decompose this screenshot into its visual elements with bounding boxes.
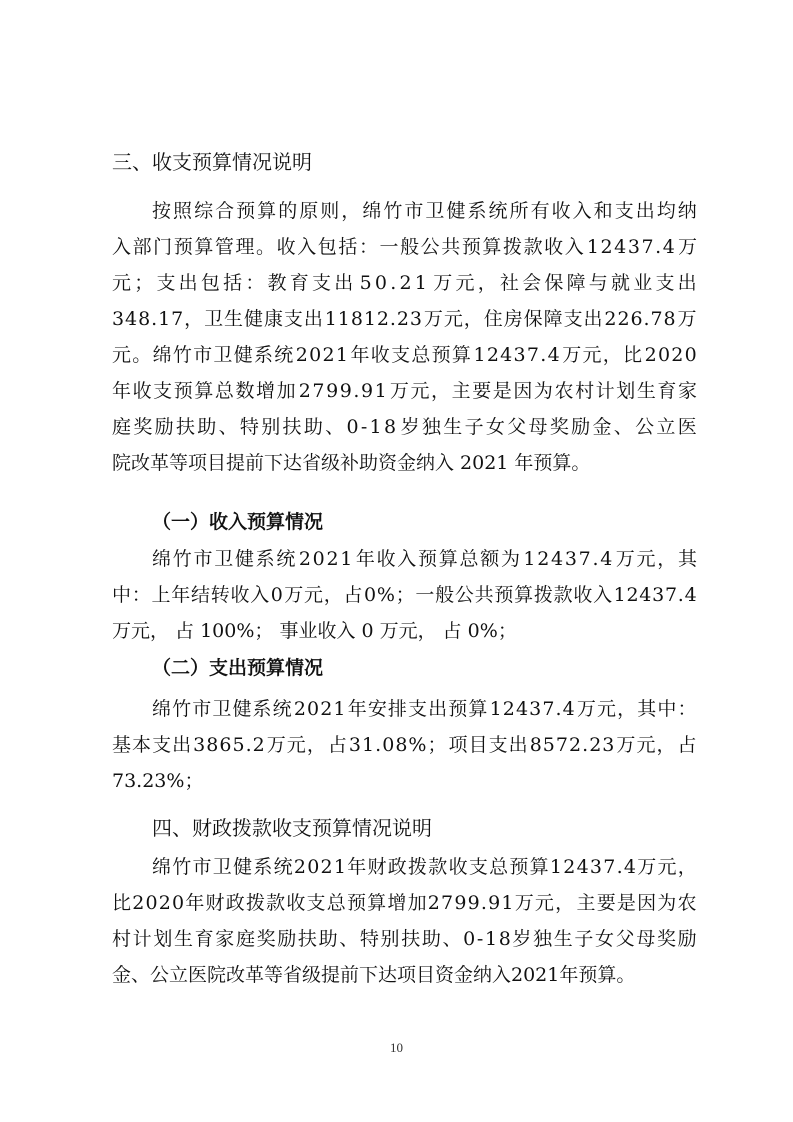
income-budget-heading: （一）收入预算情况 [152,511,324,533]
section3-heading: 三、收支预算情况说明 [112,150,312,174]
section3-intro-paragraph [112,193,697,481]
paragraph-line: 按 照 综 合 预 算 的 原 则 ， 绵 竹 市 卫 健 系 统 所 有 收 入 和 支 出 均 纳 [152,200,697,222]
paragraph-line: 年 收 支 预 算 总 数 增 加 2 7 9 9 . 9 1 万 元 ， 主 要 是 因 为 农 村 计 划 生 育 家 [112,380,697,402]
expense-budget-heading: （二）支出预算情况 [152,657,324,679]
page-number: 10 [390,1040,403,1055]
paragraph-line: 万元， 占 100%； 事业收入 0 万元， 占 0%； [112,620,517,642]
paragraph-line: 绵 竹 市 卫 健 系 统 2 0 2 1 年 收 入 预 算 总 额 为 1 2 4 3 7 . 4 万 元 ， 其 [152,548,697,570]
paragraph-line: 3 4 8 . 1 7 ， 卫 生 健 康 支 出 1 1 8 1 2 . 2 3 万 元 ， 住 房 保 障 支 出 2 2 6 . 7 8 万 [112,308,697,330]
paragraph-line: 中 ： 上 年 结 转 收 入 0 万 元 ， 占 0 % ； 一 般 公 共 预 算 拨 款 收 入 1 2 4 3 7 . 4 [112,584,697,606]
section4-heading: 四、财政拨款收支预算情况说明 [152,816,432,840]
income-budget-heading-block [112,504,697,540]
paragraph-line: 元 。 绵 竹 市 卫 健 系 统 2 0 2 1 年 收 支 总 预 算 1 2 4 3 7 . 4 万 元 ， 比 2 0 2 0 [112,344,697,366]
section4-heading-block [112,810,697,846]
section3-heading-block [112,144,697,180]
section4-paragraph [112,849,697,993]
paragraph-line: 金、公立医院改革等省级提前下达项目资金纳入2021年预算。 [112,964,636,986]
expense-budget-heading-block [112,650,697,686]
income-budget-paragraph [112,541,697,649]
paragraph-line: 比 2 0 2 0 年 财 政 拨 款 收 支 总 预 算 增 加 2 7 9 9 . 9 1 万 元 ， 主 要 是 因 为 农 [112,892,697,914]
paragraph-line: 元 ； 支 出 包 括 ： 教 育 支 出 5 0 . 2 1 万 元 ， 社 会 保 障 与 就 业 支 出 [112,272,697,294]
paragraph-line: 庭 奖 励 扶 助 、 特 别 扶 助 、 0 - 1 8 岁 独 生 子 女 父 母 奖 励 金 、 公 立 医 [112,416,697,438]
paragraph-line: 村 计 划 生 育 家 庭 奖 励 扶 助 、 特 别 扶 助 、 0 - 1 8 岁 独 生 子 女 父 母 奖 励 [112,928,697,950]
paragraph-line: 入 部 门 预 算 管 理 。 收 入 包 括 ： 一 般 公 共 预 算 拨 款 收 入 1 2 4 3 7 . 4 万 [112,236,697,258]
paragraph-line: 绵 竹 市 卫 健 系 统 2 0 2 1 年 财 政 拨 款 收 支 总 预 算 1 2 4 3 7 . 4 万 元 ， [152,856,697,878]
paragraph-line: 73.23%； [112,770,204,792]
paragraph-line: 基 本 支 出 3 8 6 5 . 2 万 元 ， 占 3 1 . 0 8 % ； 项 目 支 出 8 5 7 2 . 2 3 万 元 ， 占 [112,734,697,756]
expense-budget-paragraph [112,691,697,799]
paragraph-line: 绵 竹 市 卫 健 系 统 2 0 2 1 年 安 排 支 出 预 算 1 2 4 3 7 . 4 万 元 ， 其 中 ： [152,698,697,720]
paragraph-line: 院改革等项目提前下达省级补助资金纳入 2021 年预算。 [112,452,591,474]
